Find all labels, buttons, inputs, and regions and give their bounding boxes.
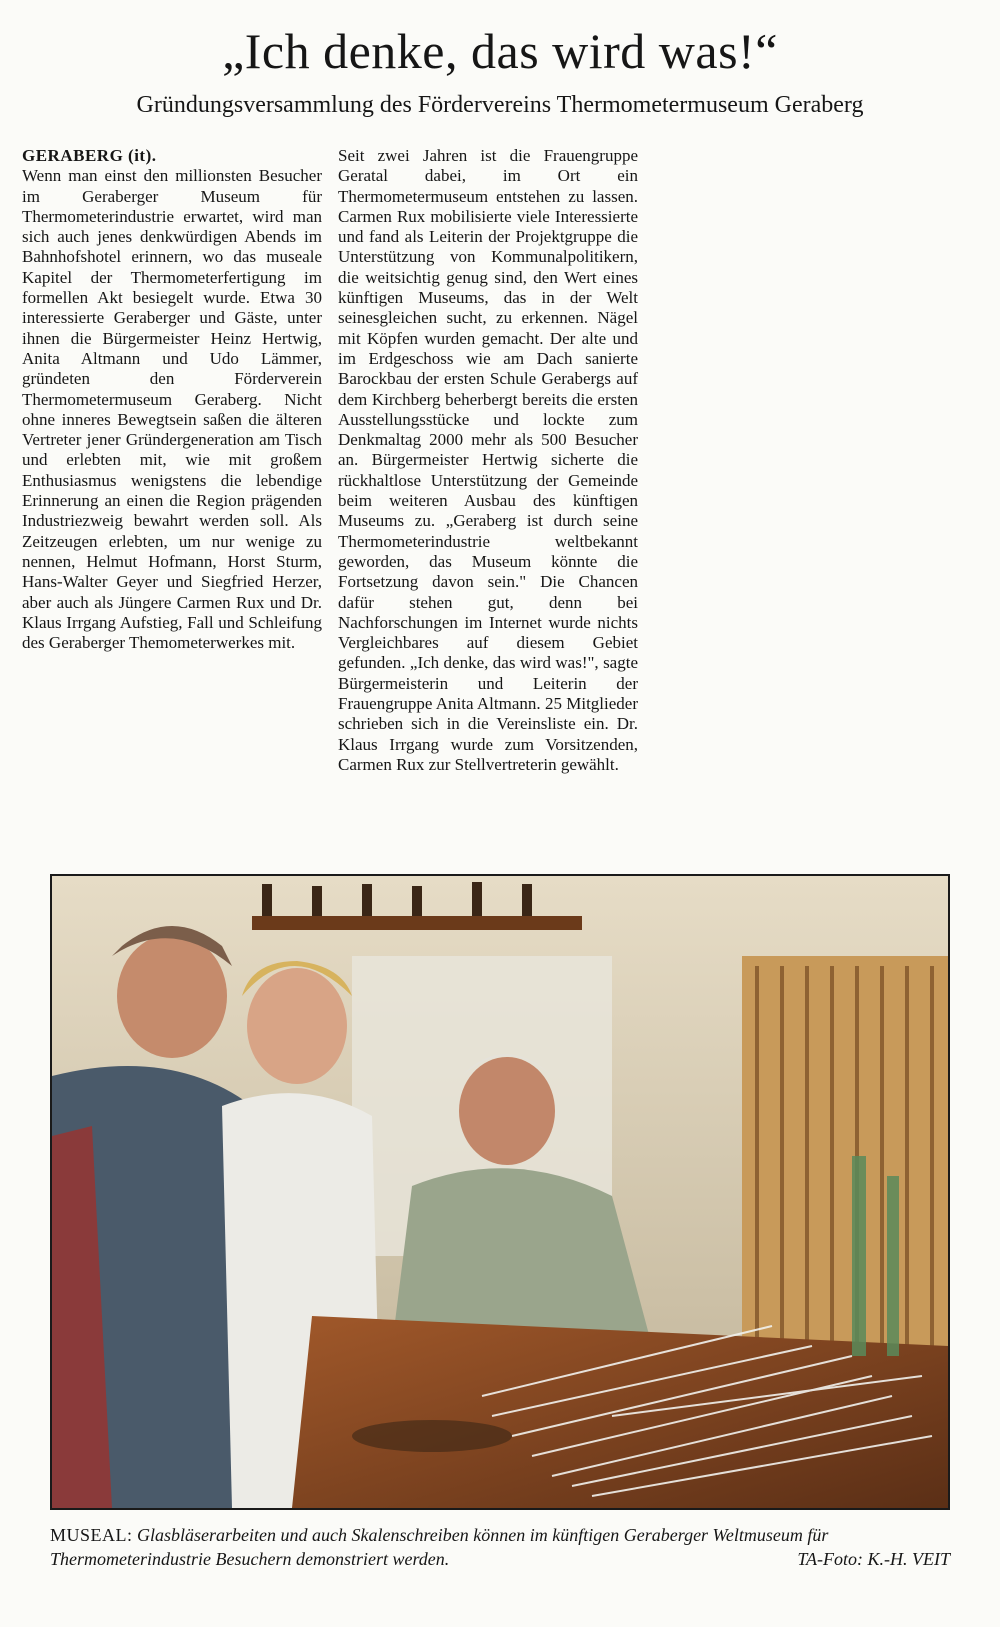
article-column-3 — [655, 146, 961, 726]
dateline: GERABERG (it). — [22, 146, 157, 165]
caption-lead: MUSEAL: — [50, 1525, 133, 1545]
wall-shelf — [252, 916, 582, 930]
subheadline: Gründungsversammlung des Fördervereins Thermometermuseum Geraberg — [136, 92, 864, 118]
paragraph-1: Wenn man einst den millionsten Besucher im Geraberger Museum für Thermometerindustrie erwartet, wird man sich auch jenes denkwürdigen Abends im Bahnhofshotel erinnern, wo das museale Kapitel der Thermometerfertigung im formellen Akt besiegelt wurde. Etwa 30 interessierte Geraberger und Gäste, unter ihnen die Bürgermeister Heinz Hertwig, Anita Altmann und Udo Lämmer, gründeten den Förderverein Thermometermuseum Geraberg. Nicht ohne inneres Bewegtsein saßen die älteren Vertreter jener Gründergeneration am Tisch und erlebten mit, wie mit großem Enthusiasmus wenigstens die lebendige Erinnerung an einen die Region prägenden Industriezweig bewahrt werden soll. Als Zeitzeugen erlebten, um nur wenige zu nennen, Helmut Hofmann, Horst Sturm, Hans-Walter Geyer und Siegfried Herzer, aber auch als Jüngere Carmen Rux und Dr. Klaus Irrgang Aufstieg, Fall und Schleifung des Geraberger Themometerwerkes mit. — [22, 166, 322, 653]
workbench — [292, 1316, 948, 1508]
press-photo — [50, 874, 950, 1510]
article-body-part-2 — [338, 146, 638, 775]
photo-illustration — [52, 876, 948, 1508]
article-column-2 — [338, 146, 638, 774]
photo-credit: TA-Foto: K.-H. VEIT — [797, 1549, 950, 1569]
headline: „Ich denke, das wird was!“ — [222, 23, 778, 79]
caption-text: Glasbläserarbeiten und auch Skalenschreiben können im künftigen Geraberger Weltmuseum für Thermometerindustrie Besuchern demonstriert werden. — [50, 1525, 829, 1569]
woman-head — [247, 968, 347, 1084]
seated-man-head — [459, 1057, 555, 1165]
photo-caption — [50, 1523, 950, 1571]
article-column-1 — [22, 146, 322, 726]
article-body-part-1 — [22, 146, 322, 653]
wooden-fence — [742, 956, 948, 1376]
paragraph-2: Seit zwei Jahren ist die Frauengruppe Geratal dabei, im Ort ein Thermometermuseum entstehen zu lassen. Carmen Rux mobilisierte viele Interessierte und fand als Leiterin der Projektgruppe die Unterstützung von Kommunalpolitikern, die weitsichtig genug sind, den Wert eines künftigen Museums, das in der Welt seinesgleichen sucht, zu erkennen. Nägel mit Köpfen wurden gemacht. Der alte und im Erdgeschoss wie am Dach sanierte Barockbau der ersten Schule Gerabergs auf dem Kirchberg beherbergt bereits die ersten Ausstellungsstücke und lockte zum Denkmaltag 2000 mehr als 500 Besucher an. Bürgermeister Hertwig sicherte die rückhaltlose Unterstützung der Gemeinde beim weiteren Ausbau des künftigen Museums zu. „Geraberg ist durch seine Thermometerindustrie weltbekannt geworden, das Museum könnte die Fortsetzung davon sein." Die Chancen dafür stehen gut, denn bei Nachforschungen im Internet wurde nichts Vergleichbares auf diesem Gebiet gefunden. „Ich denke, das wird was!", sagte Bürgermeisterin und Leiterin der Frauengruppe Anita Altmann. 25 Mitglieder schrieben sich in die Vereinsliste ein. Dr. Klaus Irrgang wurde zum Vorsitzenden, Carmen Rux zur Stellvertreterin gewählt. — [338, 146, 638, 774]
man-left-head — [117, 934, 227, 1058]
